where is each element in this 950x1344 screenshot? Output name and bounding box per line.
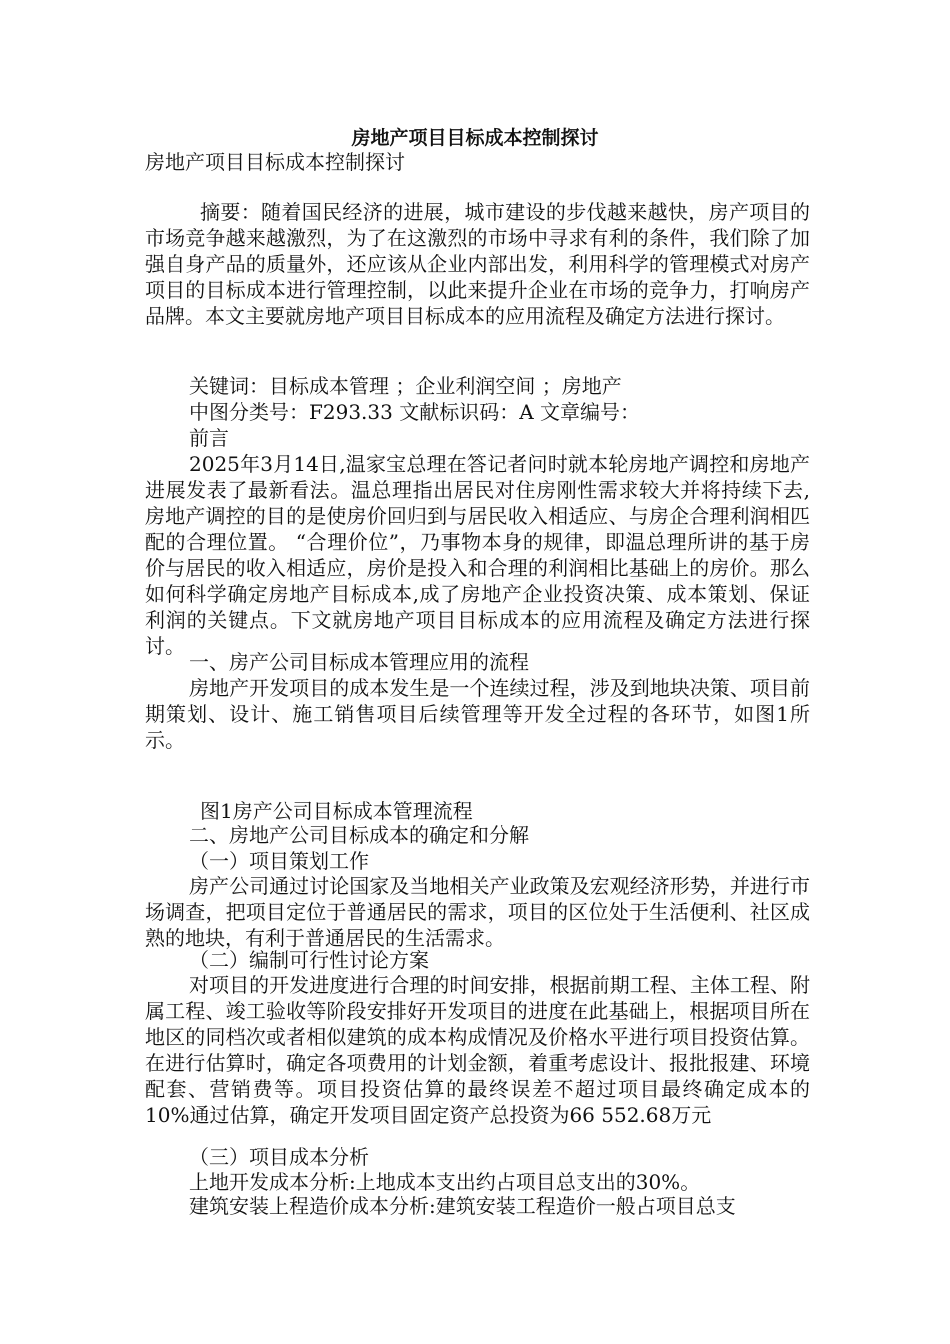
subsection-2-heading: （二）编制可行性讨论方案 <box>189 948 429 972</box>
land-cost-line: 上地开发成本分析:上地成本支出约占项目总支出的30%。 <box>189 1170 701 1194</box>
section-2-heading: 二、房地产公司目标成本的确定和分解 <box>189 823 529 847</box>
subsection-3-heading: （三）项目成本分析 <box>189 1145 369 1169</box>
construction-cost-line: 建筑安装上程造价成本分析:建筑安装工程造价一般占项目总支 <box>189 1194 736 1218</box>
subsection-1-paragraph: 房产公司通过讨论国家及当地相关产业政策及宏观经济形势，并进行市场调查，把项目定位于普通居民的需求，项目的区位处于生活便利、社区成熟的地块，有利于普通居民的生活需求。 <box>145 874 810 950</box>
abstract-paragraph: 摘要：随着国民经济的进展，城市建设的步伐越来越快，房产项目的市场竞争越来越激烈，为了在这激烈的市场中寻求有利的条件，我们除了加强自身产品的质量外，还应该从企业内部出发，利用科学的管理模式对房产项目的目标成本进行管理控制，以此来提升企业在市场的竞争力，打响房产品牌。本文主要就房地产项目目标成本的应用流程及确定方法进行探讨。 <box>145 200 810 328</box>
foreword-heading: 前言 <box>189 426 229 450</box>
figure-1-caption: 图1房产公司目标成本管理流程 <box>200 799 473 823</box>
keywords-line: 关键词：目标成本管理 ；企业利润空间 ；房地产 <box>189 374 622 398</box>
document-subtitle: 房地产项目目标成本控制探讨 <box>145 150 405 174</box>
document-title: 房地产项目目标成本控制探讨 <box>351 127 599 149</box>
foreword-paragraph: 2025年3月14日,温家宝总理在答记者问时就本轮房地产调控和房地产进展发表了最新看法。温总理指出居民对住房刚性需求较大并将持续下去,房地产调控的目的是使房价回归到与居民收入相适应、与房企合理利润相匹配的合理位置。 “合理价位”，乃事物本身的规律，即温总理所讲的基于房价与居民的收入相适应，房价是投入和合理的利润相比基础上的房价。那么如何科学确定房地产目标成本,成了房地产企业投资决策、成本策划、保证利润的关键点。下文就房地产项目目标成本的应用流程及确定方法进行探讨。 <box>145 452 810 658</box>
subsection-1-heading: （一）项目策划工作 <box>189 849 369 873</box>
classification-line: 中图分类号：F293.33 文献标识码：A 文章编号： <box>189 400 641 424</box>
section-1-heading: 一、房产公司目标成本管理应用的流程 <box>189 650 529 674</box>
section-1-paragraph: 房地产开发项目的成本发生是一个连续过程，涉及到地块决策、项目前期策划、设计、施工销售项目后续管理等开发全过程的各环节，如图1所示。 <box>145 676 810 752</box>
subsection-2-paragraph: 对项目的开发进度进行合理的时间安排，根据前期工程、主体工程、附属工程、竣工验收等阶段安排好开发项目的进度在此基础上，根据项目所在地区的同档次或者相似建筑的成本构成情况及价格水平进行项目投资估算。在进行估算时，确定各项费用的计划金额，着重考虑设计、报批报建、环境配套、营销费等。项目投资估算的最终误差不超过项目最终确定成本的 10%通过估算，确定开发项目固定资产总投资为66 552.68万元 <box>145 973 810 1127</box>
